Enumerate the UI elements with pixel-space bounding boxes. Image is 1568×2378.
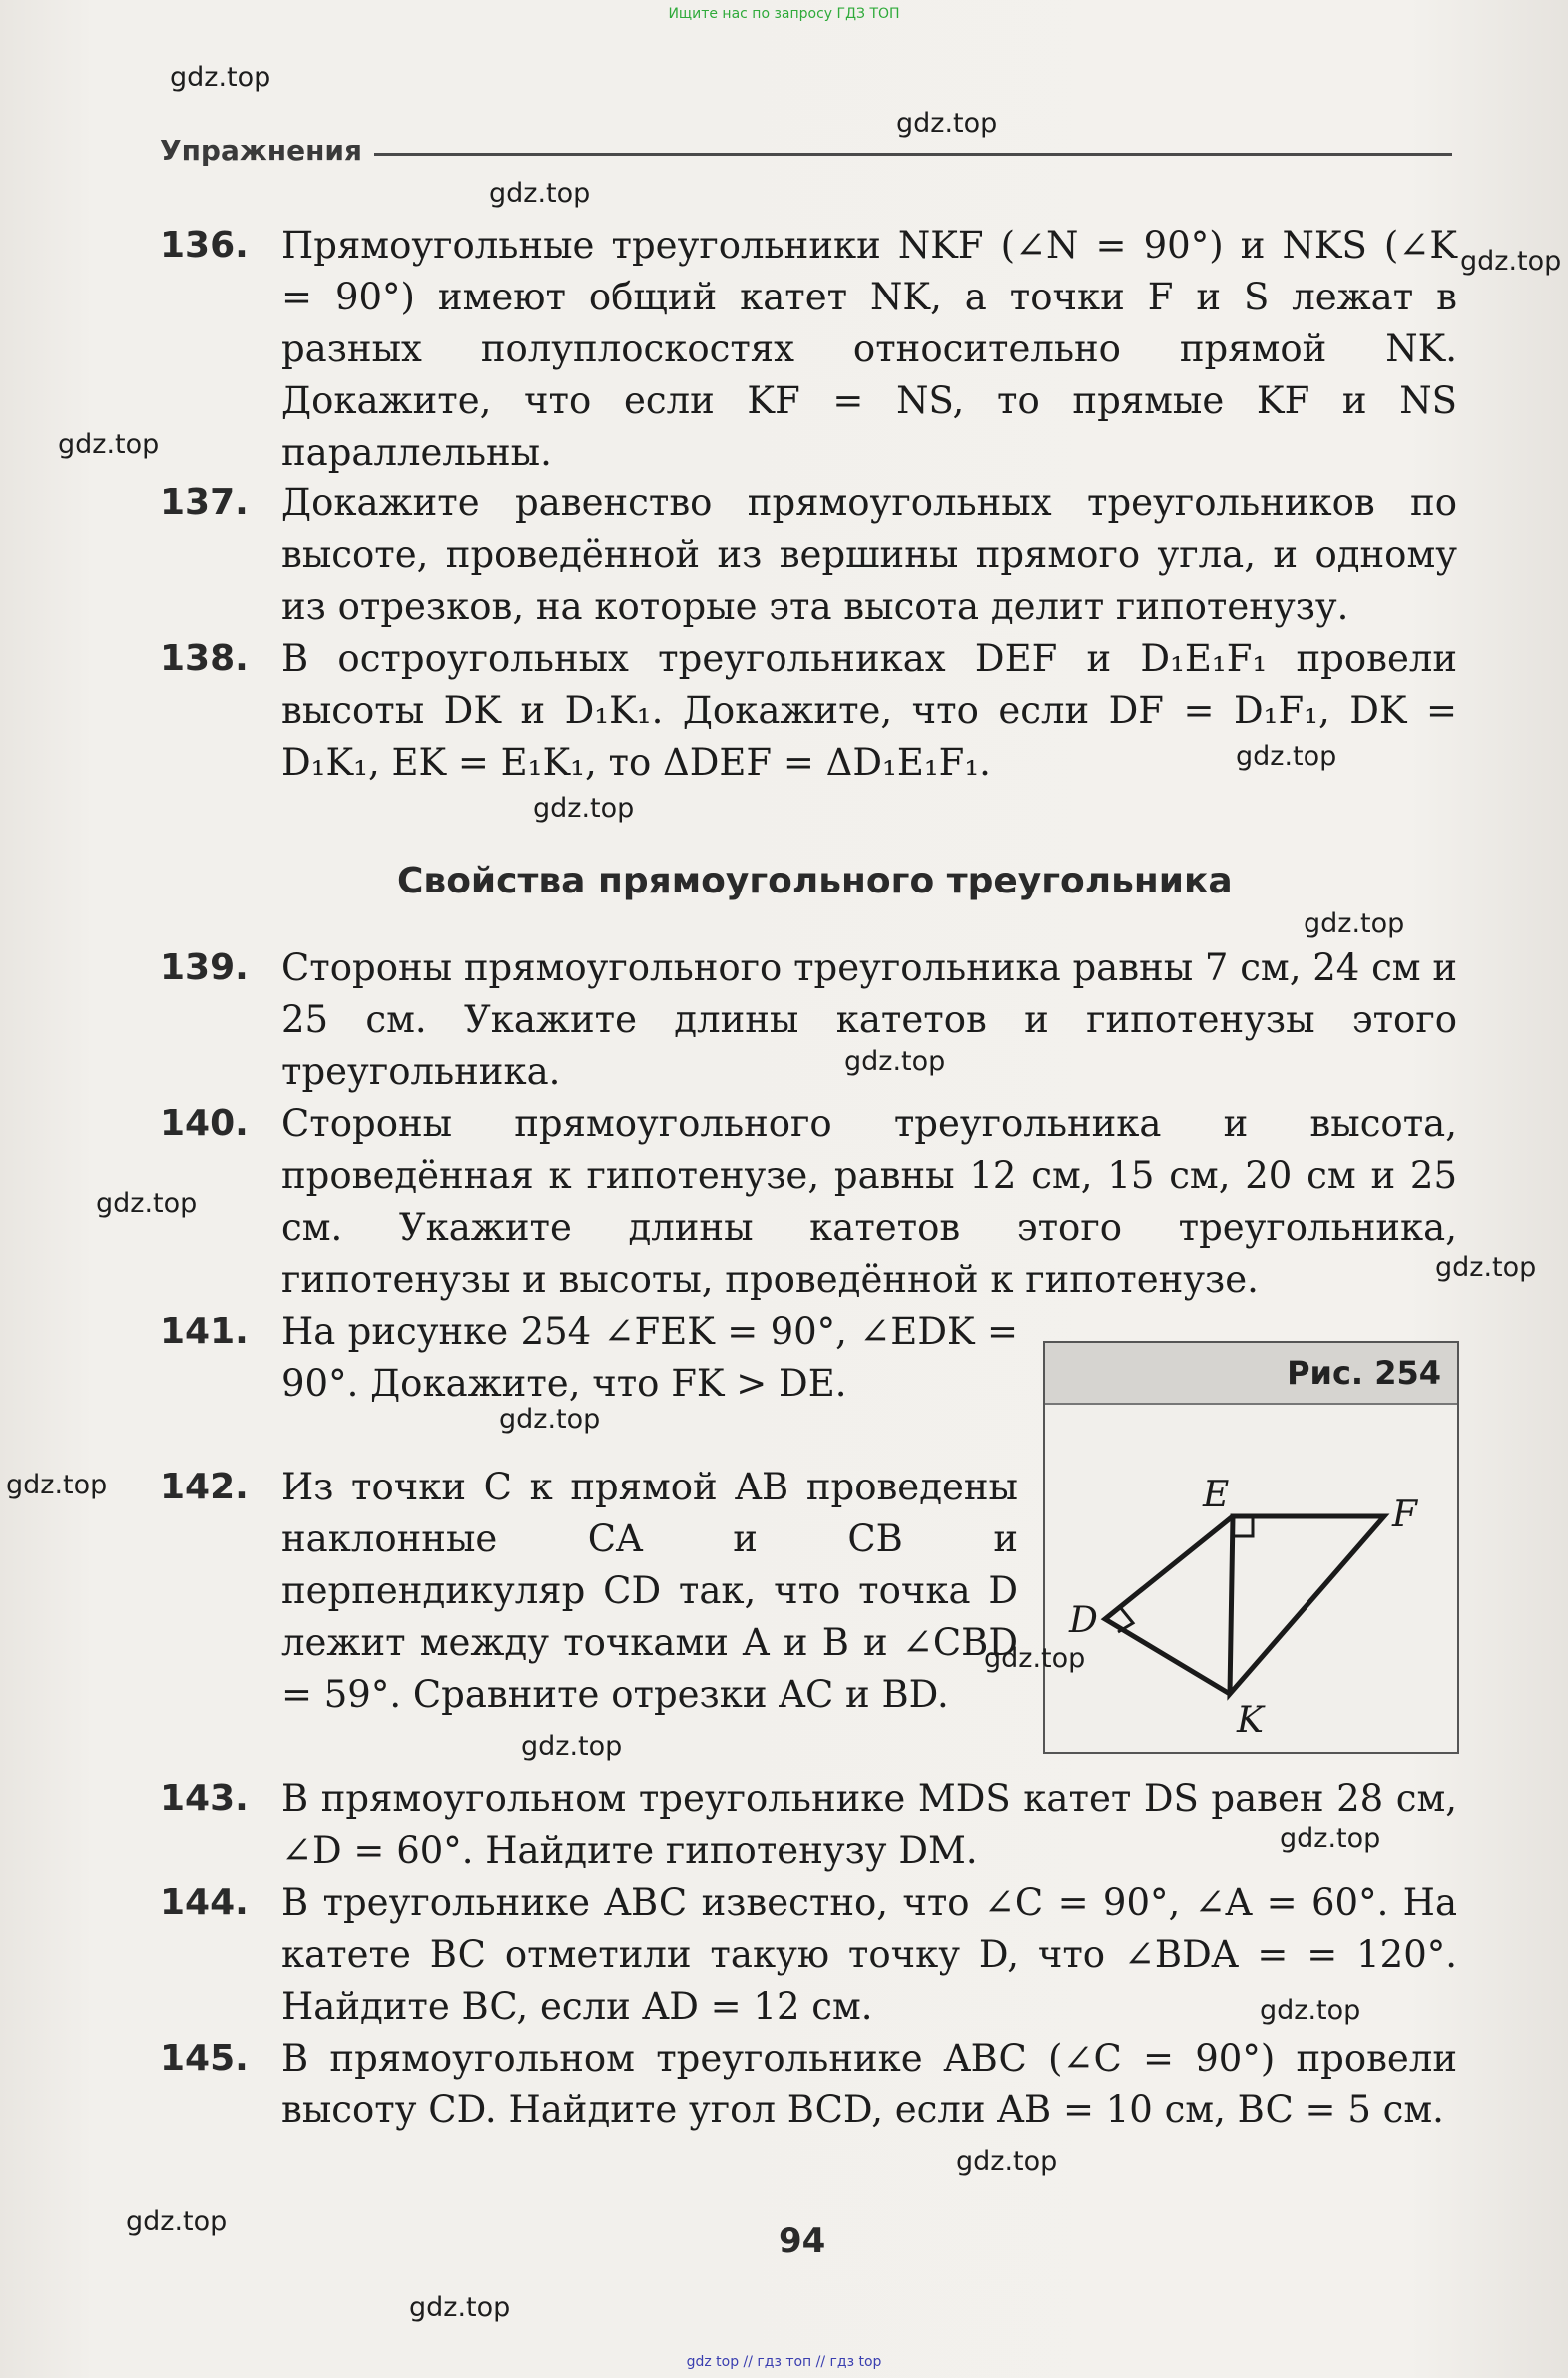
- watermark: gdz.top: [96, 1188, 198, 1219]
- subheading: Свойства прямоугольного треугольника: [397, 861, 1233, 901]
- label-k: K: [1237, 1700, 1264, 1741]
- figure-diagram: [1045, 1405, 1453, 1748]
- exercise-137: [160, 477, 1457, 633]
- exercise-text: В остроугольных треугольниках DEF и D₁E₁F₁ провели высоты DK и D₁K₁. Докажите, что если DF = D₁F₁, DK = D₁K₁, EK = E₁K₁, то ΔDEF = ΔD₁E₁F₁.: [281, 637, 1457, 784]
- watermark: gdz.top: [58, 429, 160, 460]
- exercise-text: В прямоугольном треугольнике MDS катет DS равен 28 см, ∠D = 60°. Найдите гипотенузу DM.: [281, 1777, 1457, 1872]
- watermark: gdz.top: [6, 1470, 108, 1500]
- watermark: gdz.top: [170, 62, 271, 93]
- search-banner[interactable]: Ищите нас по запросу ГДЗ ТОП: [668, 6, 900, 22]
- watermark: gdz.top: [521, 1731, 623, 1762]
- exercise-number: 142.: [160, 1467, 249, 1507]
- exercise-number: 145.: [160, 2038, 249, 2079]
- exercise-number: 141.: [160, 1311, 249, 1352]
- watermark: gdz.top: [896, 108, 998, 139]
- label-e: E: [1203, 1475, 1230, 1515]
- exercise-text: Стороны прямоугольного треугольника равны 7 см, 24 см и 25 см. Укажите длины катетов и гипотенузы этого треугольника.: [281, 946, 1458, 1093]
- watermark: gdz.top: [1260, 1995, 1361, 2026]
- right-angle-mark-e: [1233, 1516, 1253, 1536]
- watermark: gdz.top: [1460, 246, 1562, 277]
- watermark: gdz.top: [1304, 908, 1405, 939]
- exercise-text: В прямоугольном треугольнике ABC (∠C = 90°) провели высоту CD. Найдите угол BCD, если AB = 10 см, BC = 5 см.: [281, 2037, 1457, 2131]
- watermark: gdz.top: [956, 2146, 1058, 2177]
- exercise-text: Докажите равенство прямоугольных треугольников по высоте, проведённой из вершины прямого угла, и одному из отрезков, на которые эта высота делит гипотенузу.: [281, 481, 1457, 628]
- exercise-145: [160, 2033, 1457, 2136]
- exercise-140: [160, 1098, 1457, 1306]
- exercise-text: Стороны прямоугольного треугольника и высота, проведённая к гипотенузе, равны 12 см, 15 см, 20 см и 25 см. Укажите длины катетов этого треугольника, гипотенузы и высоты, проведённой к гипотенузе.: [281, 1102, 1457, 1301]
- exercise-number: 143.: [160, 1778, 249, 1819]
- watermark: gdz.top: [844, 1046, 946, 1077]
- triangle-efk: [1230, 1516, 1384, 1694]
- section-title: Упражнения: [160, 134, 363, 167]
- watermark: gdz.top: [1236, 741, 1337, 772]
- watermark: gdz.top: [409, 2292, 511, 2323]
- triangle-edk: [1105, 1516, 1233, 1694]
- exercise-number: 136.: [160, 225, 249, 266]
- exercise-number: 140.: [160, 1103, 249, 1144]
- label-f: F: [1392, 1494, 1417, 1535]
- exercise-141: [160, 1306, 1018, 1410]
- footer-links[interactable]: gdz top // гдз топ // гдз top: [686, 2354, 882, 2370]
- exercise-text: Прямоугольные треугольники NKF (∠N = 90°) и NKS (∠K = 90°) имеют общий катет NK, а точки F и S лежат в разных полуплоскостях относительно прямой NK. Докажите, что если KF = NS, то прямые KF и NS параллельны.: [281, 224, 1457, 474]
- exercise-142: [160, 1462, 1018, 1721]
- section-divider: [374, 153, 1452, 156]
- exercise-139: [160, 942, 1457, 1098]
- exercise-text: Из точки C к прямой AB проведены наклонные CA и CB и перпендикуляр CD так, что точка D лежит между точками A и B и ∠CBD = 59°. Сравните отрезки AC и BD.: [281, 1466, 1018, 1716]
- exercise-number: 139.: [160, 947, 249, 988]
- exercise-136: [160, 220, 1457, 479]
- watermark: gdz.top: [499, 1404, 601, 1435]
- exercise-143: [160, 1773, 1457, 1877]
- label-d: D: [1069, 1600, 1098, 1641]
- exercise-number: 138.: [160, 638, 249, 679]
- page-number: 94: [779, 2221, 826, 2261]
- exercise-text: В треугольнике ABC известно, что ∠C = 90°, ∠A = 60°. На катете BC отметили такую точку D, что ∠BDA = = 120°. Найдите BC, если AD = 12 см.: [281, 1881, 1457, 2028]
- watermark: gdz.top: [1280, 1823, 1381, 1854]
- watermark: gdz.top: [984, 1643, 1086, 1674]
- figure-caption: Рис. 254: [1045, 1343, 1457, 1405]
- exercise-text: На рисунке 254 ∠FEK = 90°, ∠EDK = 90°. Докажите, что FK > DE.: [281, 1310, 1018, 1405]
- exercise-number: 137.: [160, 482, 249, 523]
- watermark: gdz.top: [533, 793, 635, 824]
- watermark: gdz.top: [126, 2206, 228, 2237]
- watermark: gdz.top: [1435, 1252, 1537, 1283]
- exercise-number: 144.: [160, 1882, 249, 1923]
- watermark: gdz.top: [489, 178, 591, 209]
- figure-254: [1043, 1341, 1459, 1754]
